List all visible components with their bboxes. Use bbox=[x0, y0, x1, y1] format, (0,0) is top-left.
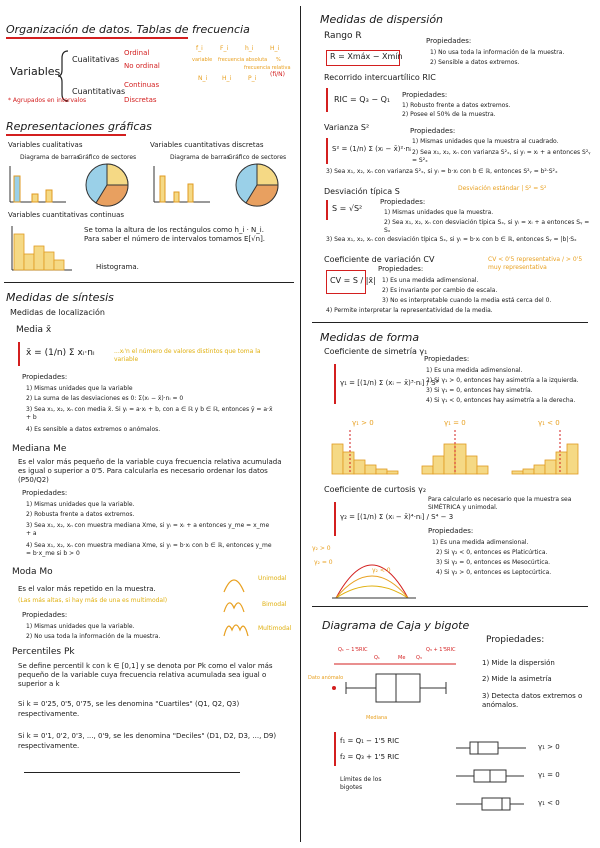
moda-desc-2: (Las más altas, si hay más de una es multimodal) bbox=[18, 597, 168, 604]
percentiles-desc: Se define percentil k con k ∈ [0,1] y se denota por Pk como el valor más pequeño de la variable cuya frecuencia relativa acumulada sea igual o superior a k bbox=[18, 662, 273, 689]
section-title-sintesis: Medidas de síntesis bbox=[6, 291, 114, 304]
axis-label-upper: Q₃ + 1'5RIC bbox=[426, 647, 456, 653]
graf-cualitativas: Variables cualitativas bbox=[8, 141, 83, 149]
media-note: ...xᵢ'n el número de valores distintos que toma la variable bbox=[114, 348, 261, 363]
desviacion-prop-2: 2) Sea x₁, x₂, xₙ con desviación típica Sₓ, si yᵢ = xᵢ + a entonces Sᵧ = Sₓ bbox=[384, 219, 590, 234]
pie-chart-icon-1 bbox=[82, 162, 132, 208]
media-prop-title: Propiedades: bbox=[22, 373, 68, 381]
media-label: Media x̄ bbox=[16, 325, 52, 335]
percentiles-deciles: Si k = 0'1, 0'2, 0'3, ..., 0'9, se les denomina "Deciles" (D1, D2, D3, ..., D9) respectivamente. bbox=[18, 732, 277, 750]
multimodal-label: Multimodal bbox=[258, 625, 292, 632]
limits-bar bbox=[334, 732, 336, 766]
mediana-pointer-label: Mediana bbox=[366, 715, 388, 721]
table-head-1: f_i bbox=[196, 45, 203, 52]
cv-prop-4: 4) Permite interpretar la representatividad de la media. bbox=[326, 307, 493, 314]
curtosis-prop-2: 2) Si γ₂ < 0, entonces es Platicúrtica. bbox=[436, 549, 548, 556]
mediana-prop-2: 2) Robusta frente a datos extremos. bbox=[26, 511, 135, 518]
curtosis-prop-4: 4) Si γ₂ > 0, entonces es Leptocúrtica. bbox=[436, 569, 552, 576]
boxplot-diagram bbox=[326, 660, 476, 708]
hist-label-neg: γ₁ < 0 bbox=[538, 419, 560, 427]
ric-prop-2: 2) Posee el 50% de la muestra. bbox=[402, 111, 496, 118]
variables-label: Variables bbox=[10, 65, 61, 78]
axis-label-me: Me bbox=[398, 655, 406, 661]
hist-label-zero: γ₁ = 0 bbox=[444, 419, 466, 427]
section-title-graficos: Representaciones gráficas bbox=[6, 120, 152, 133]
rango-prop-1: 1) No usa toda la información de la muestra. bbox=[430, 49, 565, 56]
axis-label-q3: Q₃ bbox=[416, 655, 422, 661]
simetria-prop-2: 2) Si γ₁ > 0, entonces hay asimetría a la izquierda. bbox=[426, 377, 579, 384]
skew-bar bbox=[466, 456, 477, 474]
localizacion-label: Medidas de localización bbox=[10, 308, 105, 317]
skew-bar bbox=[477, 466, 488, 474]
moda-prop-title: Propiedades: bbox=[22, 611, 68, 619]
desviacion-prop-title: Propiedades: bbox=[380, 198, 426, 206]
boxplot-prop-2: 2) Mide la asimetría bbox=[482, 675, 552, 683]
cv-prop-title: Propiedades: bbox=[378, 265, 424, 273]
barras-label-2: Diagrama de barras bbox=[170, 154, 230, 161]
skew-bar bbox=[512, 471, 523, 474]
barras-label-1: Diagrama de barras bbox=[20, 154, 80, 161]
no-ordinal-label: No ordinal bbox=[124, 62, 160, 70]
skew-bar bbox=[567, 444, 578, 474]
title-underline bbox=[6, 37, 188, 39]
bar-chart-icon-2 bbox=[152, 164, 212, 204]
axis-label-lower: Q₁ − 1'5RIC bbox=[338, 647, 368, 653]
table-r2-4: (fi/N) bbox=[270, 71, 285, 78]
mediana-label: Mediana Me bbox=[12, 444, 67, 454]
table-r1-2: frecuencia absoluta bbox=[218, 57, 268, 63]
varianza-prop-2: 2) Sea x₁, x₂, xₙ con varianza S²ₓ, si yᵢ = xᵢ + a entonces S²ᵧ = S²ₓ bbox=[412, 149, 591, 164]
boxplot-prop-title: Propiedades: bbox=[486, 635, 545, 645]
histogram-icon bbox=[10, 224, 74, 272]
simetria-prop-1: 1) Es una medida adimensional. bbox=[426, 367, 523, 374]
skew-bar bbox=[365, 465, 376, 474]
curtosis-label: Coeficiente de curtosis γ₂ bbox=[324, 485, 427, 494]
rango-prop-title: Propiedades: bbox=[426, 37, 472, 45]
left-column bbox=[0, 0, 298, 848]
skew-bar bbox=[556, 452, 567, 474]
percentiles-cuartiles: Si k = 0'25, 0'5, 0'75, se les denomina "Cuartiles" (Q1, Q2, Q3) respectivamente. bbox=[18, 700, 240, 718]
table-r1-4: % bbox=[276, 57, 281, 63]
section-rule-2 bbox=[24, 772, 240, 773]
continuas-label: Continuas bbox=[124, 81, 160, 89]
simetria-prop-title: Propiedades: bbox=[424, 355, 470, 363]
desviacion-formula: S = √S² bbox=[332, 204, 363, 213]
table-r1-3: frecuencia relativa bbox=[244, 65, 291, 71]
bar-chart-icon-1 bbox=[8, 164, 68, 204]
curtosis-side: Para calcularlo es necesario que la muestra sea SIMÉTRICA y unimodal. bbox=[428, 496, 572, 511]
bimodal-label: Bimodal bbox=[262, 601, 287, 608]
cv-prop-2: 2) Es invariante por cambio de escala. bbox=[382, 287, 498, 294]
curtosis-formula: γ₂ = [(1/n) Σ (xᵢ − x̄)⁴·nᵢ] / S⁴ − 3 bbox=[340, 513, 454, 521]
skew-bar bbox=[343, 452, 354, 474]
graficos-underline bbox=[6, 134, 126, 136]
media-prop-2: 2) La suma de las desviaciones es 0: Σ(xᵢ − x̄)·nᵢ = 0 bbox=[26, 395, 184, 402]
boxplot-prop-1: 1) Mide la dispersión bbox=[482, 659, 555, 667]
section-title-dispersion: Medidas de dispersión bbox=[320, 13, 444, 26]
mini-label-pos: γ₁ > 0 bbox=[538, 743, 560, 751]
desviacion-note: 3) Sea x₁, x₂, xₙ con desviación típica Sₓ, si yᵢ = b·xᵢ con b ∈ ℝ, entonces Sᵧ = |b|·Sₓ bbox=[326, 236, 577, 243]
ordinal-label: Ordinal bbox=[124, 49, 150, 57]
desviacion-label: Desviación típica S bbox=[324, 187, 400, 196]
graf-cuant-discretas: Variables cuantitativas discretas bbox=[150, 141, 264, 149]
ric-prop-1: 1) Robusto frente a datos extremos. bbox=[402, 102, 511, 109]
pie-chart-icon-2 bbox=[232, 162, 282, 208]
brace-icon bbox=[58, 50, 70, 102]
simetria-prop-3: 3) Si γ₁ = 0, entonces hay simetría. bbox=[426, 387, 533, 394]
unimodal-label: Unimodal bbox=[258, 575, 287, 582]
rango-prop-2: 2) Sensible a datos extremos. bbox=[430, 59, 520, 66]
table-head-3: h_i bbox=[245, 45, 254, 52]
table-head-2: F_i bbox=[220, 45, 229, 52]
section-rule-4 bbox=[312, 606, 588, 607]
agrupados-note: * Agrupados en intervalos bbox=[8, 97, 87, 104]
curtosis-prop-1: 1) Es una medida adimensional. bbox=[432, 539, 529, 546]
section-title-organizacion: Organización de datos. Tablas de frecuencia bbox=[6, 23, 250, 36]
skew-bar bbox=[376, 469, 387, 474]
continuas-note: Se toma la altura de los rectángulos como h_i · N_i. Para saber el número de intervalos tomamos E[√n]. bbox=[84, 226, 266, 244]
ric-prop-title: Propiedades: bbox=[402, 91, 448, 99]
histograma-label: Histograma. bbox=[96, 263, 139, 271]
media-prop-1: 1) Mismas unidades que la variable bbox=[26, 385, 133, 392]
simetria-formula: γ₁ = [(1/n) Σ (xᵢ − x̄)³·nᵢ] / S³ bbox=[340, 379, 439, 387]
hist-label-pos: γ₁ > 0 bbox=[352, 419, 374, 427]
skew-bar bbox=[545, 460, 556, 474]
mediana-prop-1: 1) Mismas unidades que la variable. bbox=[26, 501, 135, 508]
cv-prop-3: 3) No es interpretable cuando la media está cerca del 0. bbox=[382, 297, 552, 304]
mediana-desc: Es el valor más pequeño de la variable cuya frecuencia relativa acumulada es igual o superior a 0'5. Para calcularla es necesario ordenar los datos (P50/Q2) bbox=[18, 458, 282, 485]
moda-prop-2: 2) No usa toda la información de la muestra. bbox=[26, 633, 161, 640]
skew-bar bbox=[534, 465, 545, 474]
mediana-prop-3: 3) Sea x₁, x₂, xₙ con muestra mediana Xme, si yᵢ = xᵢ + a entonces y_me = x_me + a bbox=[26, 522, 270, 537]
cv-formula: CV = S / |x̄| bbox=[330, 276, 376, 285]
cuantitativas-label: Cuantitativas bbox=[72, 87, 126, 96]
mini-label-zero: γ₁ = 0 bbox=[538, 771, 560, 779]
media-formula: x̄ = (1/n) Σ xᵢ·nᵢ bbox=[26, 348, 95, 358]
ric-formula: RIC = Q₃ − Q₁ bbox=[334, 95, 391, 104]
mini-boxplots bbox=[446, 736, 546, 820]
moda-desc: Es el valor más repetido en la muestra. bbox=[18, 585, 156, 593]
cv-prop-1: 1) Es una medida adimensional. bbox=[382, 277, 479, 284]
desviacion-prop-1: 1) Mismas unidades que la muestra. bbox=[384, 209, 494, 216]
varianza-note: 3) Sea x₁, x₂, xₙ con varianza S²ₓ, si yᵢ = b·xᵢ con b ∈ ℝ, entonces S²ᵧ = b²·S²ₓ bbox=[326, 168, 558, 175]
skew-bar bbox=[455, 444, 466, 474]
rango-label: Rango R bbox=[324, 31, 362, 41]
outlier-label: Dato anómalo bbox=[308, 675, 344, 681]
column-divider bbox=[300, 6, 301, 842]
kurt-label-pos: γ₂ > 0 bbox=[312, 545, 331, 552]
table-r2-2: H_i bbox=[222, 75, 232, 82]
ric-bar bbox=[326, 88, 328, 112]
cv-aside: CV < 0'5 representativa / > 0'5 muy representativa bbox=[488, 256, 583, 271]
bigotes-note: Límites de los bigotes bbox=[340, 776, 382, 791]
section-rule-1 bbox=[4, 282, 294, 283]
desviacion-bar bbox=[326, 200, 328, 220]
right-column bbox=[302, 0, 600, 848]
simetria-bar bbox=[334, 364, 336, 404]
skew-bar bbox=[422, 466, 433, 474]
table-r1-1: variable bbox=[192, 57, 213, 63]
varianza-label: Varianza S² bbox=[324, 123, 370, 132]
media-prop-4: 4) Es sensible a datos extremos o anómalos. bbox=[26, 426, 161, 433]
moda-prop-1: 1) Mismas unidades que la variable. bbox=[26, 623, 135, 630]
skewness-histograms bbox=[322, 430, 592, 480]
mini-label-neg: γ₁ < 0 bbox=[538, 799, 560, 807]
moda-label: Moda Mo bbox=[12, 567, 53, 577]
skew-bar bbox=[433, 456, 444, 474]
section-title-forma: Medidas de forma bbox=[320, 331, 420, 344]
curtosis-prop-title: Propiedades: bbox=[428, 527, 474, 535]
cv-label: Coeficiente de variación CV bbox=[324, 255, 435, 264]
table-r2-3: P_i bbox=[248, 75, 257, 82]
limit-lower: f₁ = Q₁ − 1'5 RIC bbox=[340, 737, 400, 745]
modal-curves-icon bbox=[222, 570, 262, 640]
varianza-prop-1: 1) Mismas unidades que la muestra al cuadrado. bbox=[412, 138, 559, 145]
graf-cuant-continuas: Variables cuantitativas continuas bbox=[8, 211, 125, 219]
mediana-prop-title: Propiedades: bbox=[22, 489, 68, 497]
simetria-prop-4: 4) Si γ₁ < 0, entonces hay asimetría a la derecha. bbox=[426, 397, 576, 404]
section-title-boxplot: Diagrama de Caja y bigote bbox=[322, 619, 470, 632]
percentiles-label: Percentiles Pk bbox=[12, 647, 75, 657]
media-formula-bar bbox=[18, 342, 20, 366]
cualitativas-label: Cualitativas bbox=[72, 55, 120, 64]
section-rule-3 bbox=[312, 322, 588, 323]
kurt-label-neg: γ₂ < 0 bbox=[372, 567, 391, 574]
table-r2-1: N_i bbox=[198, 75, 208, 82]
ric-label: Recorrido intercuartílico RIC bbox=[324, 73, 436, 82]
curtosis-bar bbox=[334, 502, 336, 536]
media-prop-3: 3) Sea x₁, x₂, xₙ con media x̄. Si yᵢ = a·xᵢ + b, con a ∈ ℝ y b ∈ ℝ, entonces ȳ = a·x̄ + b bbox=[26, 406, 273, 421]
table-head-4: H_i bbox=[270, 45, 280, 52]
skew-bar bbox=[444, 444, 455, 474]
limit-upper: f₂ = Q₃ + 1'5 RIC bbox=[340, 753, 400, 761]
varianza-formula: S² = (1/n) Σ (xᵢ − x̄)²·nᵢ bbox=[332, 145, 412, 153]
varianza-bar bbox=[326, 138, 328, 164]
simetria-label: Coeficiente de simetría γ₁ bbox=[324, 347, 428, 356]
desviacion-aside: Desviación estándar | S² = S² bbox=[458, 185, 547, 192]
skew-bar bbox=[387, 471, 398, 474]
skew-bar bbox=[332, 444, 343, 474]
boxplot-prop-3: 3) Detecta datos extremos o anómalos. bbox=[482, 692, 583, 710]
discretas-label: Discretas bbox=[124, 96, 157, 104]
sectores-label-1: Gráfico de sectores bbox=[78, 154, 137, 161]
kurt-label-zero: γ₂ = 0 bbox=[314, 559, 333, 566]
axis-label-q1: Q₁ bbox=[374, 655, 380, 661]
mediana-prop-4: 4) Sea x₁, x₂, xₙ con muestra mediana Xme, si yᵢ = b·xᵢ con b ∈ ℝ, entonces y_me = b·x_me si b > 0 bbox=[26, 542, 272, 557]
rango-formula: R = Xmáx − Xmín bbox=[330, 52, 403, 61]
varianza-prop-title: Propiedades: bbox=[410, 127, 456, 135]
skew-bar bbox=[354, 460, 365, 474]
skew-bar bbox=[523, 469, 534, 474]
sectores-label-2: Gráfico de sectores bbox=[228, 154, 287, 161]
curtosis-prop-3: 3) Si γ₂ = 0, entonces es Mesocúrtica. bbox=[436, 559, 551, 566]
